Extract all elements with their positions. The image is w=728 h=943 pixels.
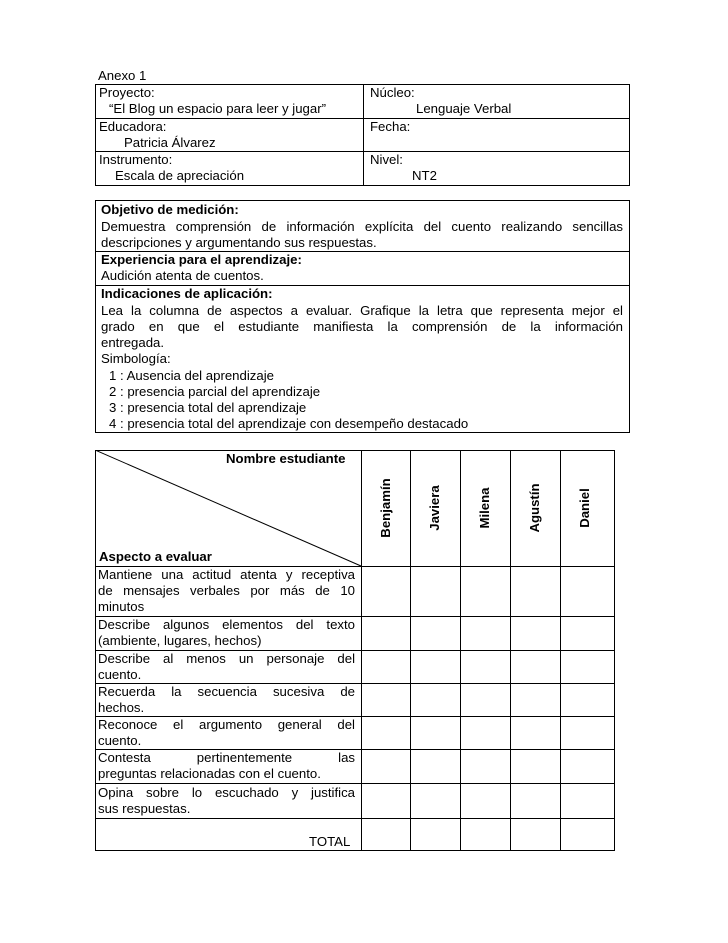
aspect-text: cuento. bbox=[98, 667, 142, 682]
symbol-item: 2 : presencia parcial del aprendizaje bbox=[109, 384, 321, 399]
aspect-text: Describe al menos un personaje del bbox=[98, 651, 355, 666]
aspect-text: sus respuestas. bbox=[98, 801, 191, 816]
aspect-text: preguntas relacionadas con el cuento. bbox=[98, 766, 321, 781]
aspect-text: (ambiente, lugares, hechos) bbox=[98, 633, 262, 648]
educator-label: Educadora: bbox=[99, 119, 167, 134]
symbol-item: 1 : Ausencia del aprendizaje bbox=[109, 368, 274, 383]
aspect-text: Contesta pertinentemente las bbox=[98, 750, 355, 765]
indications-text: Lea la columna de aspectos a evaluar. Grafique la letra que representa mejor el bbox=[101, 303, 623, 318]
indications-title: Indicaciones de aplicación: bbox=[101, 286, 273, 301]
experience-title: Experiencia para el aprendizaje: bbox=[101, 252, 302, 267]
header-column-divider bbox=[363, 84, 364, 186]
indications-text: grado en que el estudiante manifiesta la comprensión de la información bbox=[101, 319, 623, 334]
header-row-divider bbox=[95, 118, 630, 119]
row-divider bbox=[95, 783, 615, 784]
symbology-title: Simbología: bbox=[101, 351, 171, 366]
nucleus-value: Lenguaje Verbal bbox=[416, 101, 512, 116]
project-value: “El Blog un espacio para leer y jugar” bbox=[109, 101, 326, 116]
annex-title: Anexo 1 bbox=[98, 68, 147, 83]
symbol-item: 4 : presencia total del aprendizaje con desempeño destacado bbox=[109, 416, 469, 431]
student-name-javiera: Javiera bbox=[427, 485, 442, 531]
experience-text: Audición atenta de cuentos. bbox=[101, 268, 264, 283]
row-divider bbox=[95, 818, 615, 819]
student-name-benjamin: Benjamín bbox=[378, 478, 393, 538]
objective-title: Objetivo de medición: bbox=[101, 202, 239, 217]
header-row-divider bbox=[95, 151, 630, 152]
student-header: Nombre estudiante bbox=[226, 451, 346, 466]
symbol-item: 3 : presencia total del aprendizaje bbox=[109, 400, 307, 415]
objective-text: Demuestra comprensión de información explícita del cuento realizando sencillas bbox=[101, 219, 623, 234]
student-name-milena: Milena bbox=[477, 487, 492, 529]
aspect-text: de mensajes verbales por más de 10 bbox=[98, 583, 355, 598]
aspect-text: Mantiene una actitud atenta y receptiva bbox=[98, 567, 355, 582]
aspect-text: Reconoce el argumento general del bbox=[98, 717, 355, 732]
instrument-label: Instrumento: bbox=[99, 152, 173, 167]
aspect-header: Aspecto a evaluar bbox=[99, 549, 212, 564]
aspect-text: minutos bbox=[98, 599, 145, 614]
total-label: TOTAL bbox=[309, 834, 351, 849]
indications-text: entregada. bbox=[101, 335, 165, 350]
level-label: Nivel: bbox=[370, 152, 403, 167]
aspect-text: cuento. bbox=[98, 733, 142, 748]
aspect-text: Opina sobre lo escuchado y justifica bbox=[98, 785, 355, 800]
aspect-text: hechos. bbox=[98, 700, 145, 715]
student-name-agustin: Agustín bbox=[527, 483, 542, 533]
aspect-text: Describe algunos elementos del texto bbox=[98, 617, 355, 632]
educator-value: Patricia Álvarez bbox=[124, 135, 216, 150]
student-name-daniel: Daniel bbox=[577, 488, 592, 528]
nucleus-label: Núcleo: bbox=[370, 85, 415, 100]
aspect-text: Recuerda la secuencia sucesiva de bbox=[98, 684, 355, 699]
objective-text: descripciones y argumentando sus respuestas. bbox=[101, 235, 377, 250]
project-label: Proyecto: bbox=[99, 85, 155, 100]
instrument-value: Escala de apreciación bbox=[115, 168, 245, 183]
date-label: Fecha: bbox=[370, 119, 411, 134]
level-value: NT2 bbox=[412, 168, 437, 183]
